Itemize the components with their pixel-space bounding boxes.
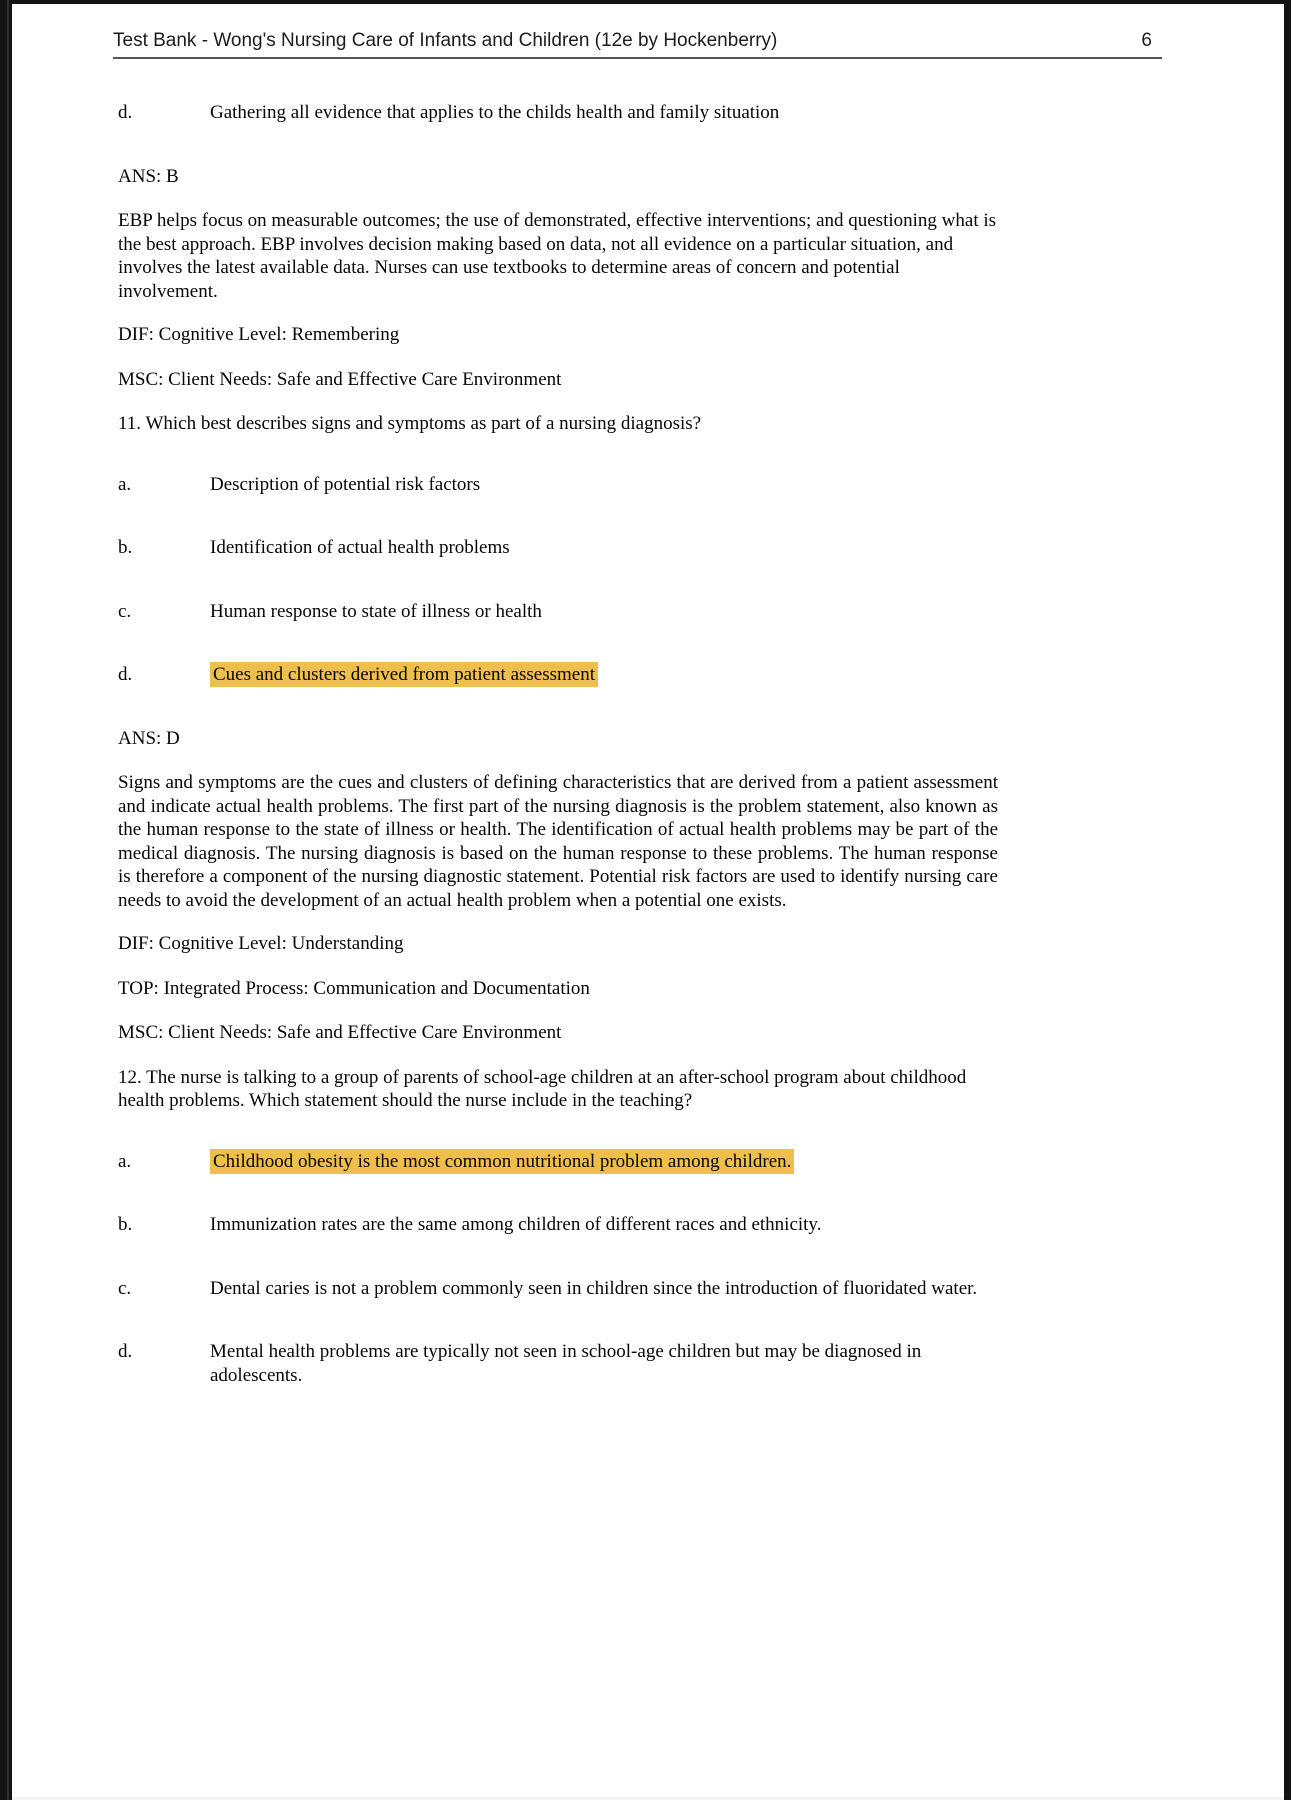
answer-line: ANS: D: [118, 727, 180, 749]
answer-option: [118, 536, 998, 560]
option-letter: b.: [118, 1214, 133, 1235]
page-number: 6: [1141, 30, 1152, 51]
option-text-span: Human response to state of illness or health: [210, 600, 542, 622]
option-text: [210, 473, 998, 497]
answer-line: ANS: B: [118, 165, 179, 187]
option-letter: c.: [118, 600, 132, 622]
answer-option: [118, 1340, 998, 1387]
option-text-span: Description of potential risk factors: [210, 473, 481, 495]
option-letter: d.: [118, 102, 133, 123]
option-text: [210, 536, 998, 560]
option-text: [210, 1213, 998, 1237]
option-text: [210, 1277, 998, 1301]
answer-option: [118, 1277, 998, 1301]
integrated-process-line: TOP: Integrated Process: Communication and Documentation: [118, 977, 590, 999]
option-text: [210, 663, 998, 687]
answer-option: [118, 600, 998, 624]
option-letter: a.: [118, 1150, 132, 1172]
answer-option: [118, 663, 998, 687]
option-text: [210, 600, 998, 624]
option-letter: d.: [118, 1341, 133, 1362]
option-text-span: Dental caries is not a problem commonly seen in children since the introduction of fluoridated water.: [210, 1277, 978, 1299]
difficulty-line: DIF: Cognitive Level: Understanding: [118, 933, 404, 954]
option-text: [210, 1150, 998, 1174]
page-header: [113, 30, 1162, 59]
question-text: 12. The nurse is talking to a group of parents of school-age children at an after-school program about childhood health problems. Which statement should the nurse include in the teaching?: [118, 1066, 967, 1111]
rationale-paragraph: Signs and symptoms are the cues and clusters of defining characteristics that are derived from a patient assessment and indicate actual health problems. The first part of the nursing diagnosis is the problem statement, also known as the human response to the state of illness or health. The identification of actual health problems may be part of the medical diagnosis. The nursing diagnosis is based on the human response to these problems. The human response is therefore a component of the nursing diagnostic statement. Potential risk factors are used to identify nursing care needs to avoid the development of an actual health problem when a potential one exists.: [118, 772, 998, 911]
answer-option: [118, 101, 998, 125]
answer-option: [118, 473, 998, 497]
option-letter: b.: [118, 537, 133, 558]
difficulty-line: DIF: Cognitive Level: Remembering: [118, 324, 400, 345]
option-letter: c.: [118, 1277, 132, 1299]
option-letter: d.: [118, 664, 133, 685]
client-needs-line: MSC: Client Needs: Safe and Effective Care Environment: [118, 1022, 562, 1043]
viewer-edge-line: [7, 0, 9, 1800]
header-title: Test Bank - Wong's Nursing Care of Infants and Children (12e by Hockenberry): [113, 30, 778, 51]
option-text: [210, 1340, 998, 1387]
option-text: [210, 101, 998, 125]
option-text-span: Identification of actual health problems: [210, 537, 510, 558]
question-text: 11. Which best describes signs and symptoms as part of a nursing diagnosis?: [118, 413, 702, 434]
document-page: [12, 4, 1284, 1797]
option-letter: a.: [118, 473, 132, 495]
answer-option: [118, 1150, 998, 1174]
option-text-span: Immunization rates are the same among children of different races and ethnicity.: [210, 1214, 822, 1235]
document-content: [118, 101, 998, 1387]
answer-option: [118, 1213, 998, 1237]
highlighted-answer-text: Cues and clusters derived from patient assessment: [210, 662, 598, 687]
option-text-span: Gathering all evidence that applies to the childs health and family situation: [210, 102, 780, 123]
highlighted-answer-text: Childhood obesity is the most common nutritional problem among children.: [210, 1149, 794, 1174]
client-needs-line: MSC: Client Needs: Safe and Effective Care Environment: [118, 368, 562, 390]
option-text-span: Mental health problems are typically not seen in school-age children but may be diagnosed in adolescents.: [210, 1341, 922, 1386]
rationale-paragraph: EBP helps focus on measurable outcomes; the use of demonstrated, effective interventions; and questioning what is the best approach. EBP involves decision making based on data, not all evidence on a particular situation, and involves the latest available data. Nurses can use textbooks to determine areas of concern and potential involvement.: [118, 210, 997, 302]
